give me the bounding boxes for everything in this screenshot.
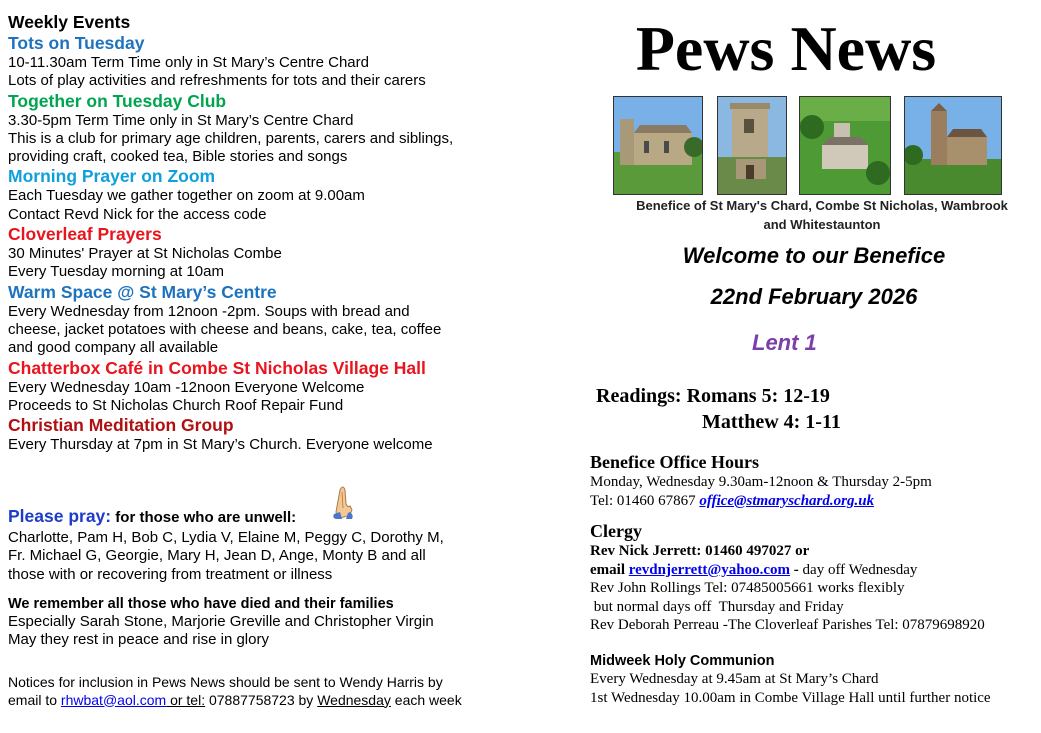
- clergy-section: [590, 520, 985, 635]
- cloverleaf-line: Every Tuesday morning at 10am: [8, 263, 224, 281]
- remember-title: We remember all those who have died and their families: [8, 596, 394, 612]
- church-photo-wambrook: [799, 96, 891, 195]
- morning-prayer-title: Morning Prayer on Zoom: [8, 166, 216, 187]
- cloverleaf-title: Cloverleaf Prayers: [8, 224, 162, 245]
- pray-names-line: Fr. Michael G, Georgie, Mary H, Jean D, Ange, Monty B and all: [8, 547, 426, 565]
- midweek-communion-section: [590, 652, 991, 707]
- church-photo-combe: [717, 96, 787, 195]
- notices-email-link[interactable]: rhwbat@aol.com: [60, 691, 167, 708]
- pray-names-line: Charlotte, Pam H, Bob C, Lydia V, Elaine M, Peggy C, Dorothy M,: [8, 529, 444, 546]
- clergy-line: Rev John Rollings Tel: 07485005661 works flexibly: [590, 580, 905, 596]
- office-tel-line: [590, 492, 932, 511]
- meditation-line: Every Thursday at 7pm in St Mary’s Church. Everyone welcome: [8, 436, 433, 454]
- notices-suffix: each week: [390, 691, 462, 708]
- notices-section: [8, 674, 498, 709]
- liturgical-season: Lent 1: [752, 330, 817, 355]
- benefice-caption: [612, 196, 1032, 234]
- church-photo-st-marys: [613, 96, 703, 195]
- readings-line-2: Matthew 4: 1-11: [702, 411, 841, 433]
- church-photo-whitestaunton: [904, 96, 1002, 195]
- warm-space-line: and good company all available: [8, 339, 219, 357]
- cloverleaf-line: 30 Minutes' Prayer at St Nicholas Combe: [8, 245, 282, 263]
- clergy-email-dash: -: [790, 561, 799, 578]
- together-line: This is a club for primary age children, parents, carers and siblings,: [8, 129, 454, 147]
- caption-line: Benefice of St Mary's Chard, Combe St Nicholas, Wambrook: [636, 198, 1008, 213]
- pray-names-line: those with or recovering from treatment or illness: [8, 565, 333, 583]
- clergy-line: but normal days off Thursday and Friday: [590, 598, 844, 615]
- notices-weekday: Wednesday: [317, 691, 391, 708]
- readings-line-1: Readings: Romans 5: 12-19: [596, 385, 830, 407]
- tots-line: Lots of play activities and refreshments for tots and their carers: [8, 72, 426, 90]
- please-pray-subtitle: for those who are unwell:: [111, 509, 297, 526]
- tots-title: Tots on Tuesday: [8, 33, 145, 53]
- midweek-line: Every Wednesday at 9.45am at St Mary’s Chard: [590, 671, 879, 687]
- meditation-title: Christian Meditation Group: [8, 415, 234, 436]
- masthead-title: Pews News: [635, 13, 937, 84]
- morning-prayer-line: Contact Revd Nick for the access code: [8, 205, 267, 223]
- caption-line: and Whitestaunton: [763, 217, 881, 232]
- office-tel: Tel: 01460 67867: [590, 492, 700, 509]
- clergy-nick-line: Rev Nick Jerrett: 01460 497027 or: [590, 543, 810, 559]
- notices-line: Notices for inclusion in Pews News should be sent to Wendy Harris by: [8, 674, 443, 690]
- clergy-day-off: day off Wednesday: [798, 561, 918, 578]
- welcome-heading: Welcome to our Benefice: [682, 243, 946, 268]
- together-line: 3.30-5pm Term Time only in St Mary’s Centre Chard: [8, 111, 354, 129]
- clergy-email-line: [590, 561, 985, 580]
- warm-space-line: cheese, jacket potatoes with cheese and beans, cake, tea, coffee: [8, 320, 442, 338]
- clergy-email-link[interactable]: revdnjerrett@yahoo.com: [628, 561, 791, 578]
- weekly-events-heading: Weekly Events: [8, 12, 131, 32]
- chatterbox-title: Chatterbox Café in Combe St Nicholas Village Hall: [8, 357, 426, 378]
- notices-line-2: [8, 692, 498, 710]
- chatterbox-line: Every Wednesday 10am -12noon Everyone Welcome: [8, 378, 365, 396]
- midweek-line: 1st Wednesday 10.00am in Combe Village Hall until further notice: [590, 689, 991, 706]
- tots-line: 10-11.30am Term Time only in St Mary’s Centre Chard: [8, 54, 369, 71]
- office-hours-section: [590, 451, 932, 510]
- chatterbox-line: Proceeds to St Nicholas Church Roof Repair Fund: [8, 396, 344, 414]
- please-pray-section: [8, 505, 528, 584]
- remember-line: May they rest in peace and rise in glory: [8, 631, 269, 649]
- together-title: Together on Tuesday Club: [8, 90, 227, 111]
- together-line: providing craft, cooked tea, Bible stories and songs: [8, 148, 348, 166]
- please-pray-title: Please pray:: [8, 506, 112, 526]
- clergy-email-prefix: email: [590, 561, 629, 578]
- clergy-line: Rev Deborah Perreau -The Cloverleaf Parishes Tel: 07879698920: [590, 617, 985, 633]
- office-email-link[interactable]: office@stmaryschard.org.uk: [699, 492, 875, 509]
- remember-section: [8, 596, 528, 650]
- office-hours-line: Monday, Wednesday 9.30am-12noon & Thursday 2-5pm: [590, 474, 932, 490]
- service-date: 22nd February 2026: [710, 284, 918, 309]
- morning-prayer-line: Each Tuesday we gather together on zoom at 9.00am: [8, 187, 365, 205]
- notices-prefix: email to: [8, 691, 61, 708]
- office-hours-title: Benefice Office Hours: [590, 452, 759, 472]
- remember-line: Especially Sarah Stone, Marjorie Greville and Christopher Virgin: [8, 613, 434, 630]
- warm-space-title: Warm Space @ St Mary’s Centre: [8, 281, 277, 302]
- notices-or-tel: or tel:: [166, 691, 206, 708]
- weekly-events-column: [8, 12, 528, 454]
- midweek-title: Midweek Holy Communion: [590, 653, 775, 669]
- warm-space-line: Every Wednesday from 12noon -2pm. Soups with bread and: [8, 302, 410, 320]
- clergy-title: Clergy: [590, 521, 642, 541]
- notices-tel: 07887758723 by: [205, 691, 318, 708]
